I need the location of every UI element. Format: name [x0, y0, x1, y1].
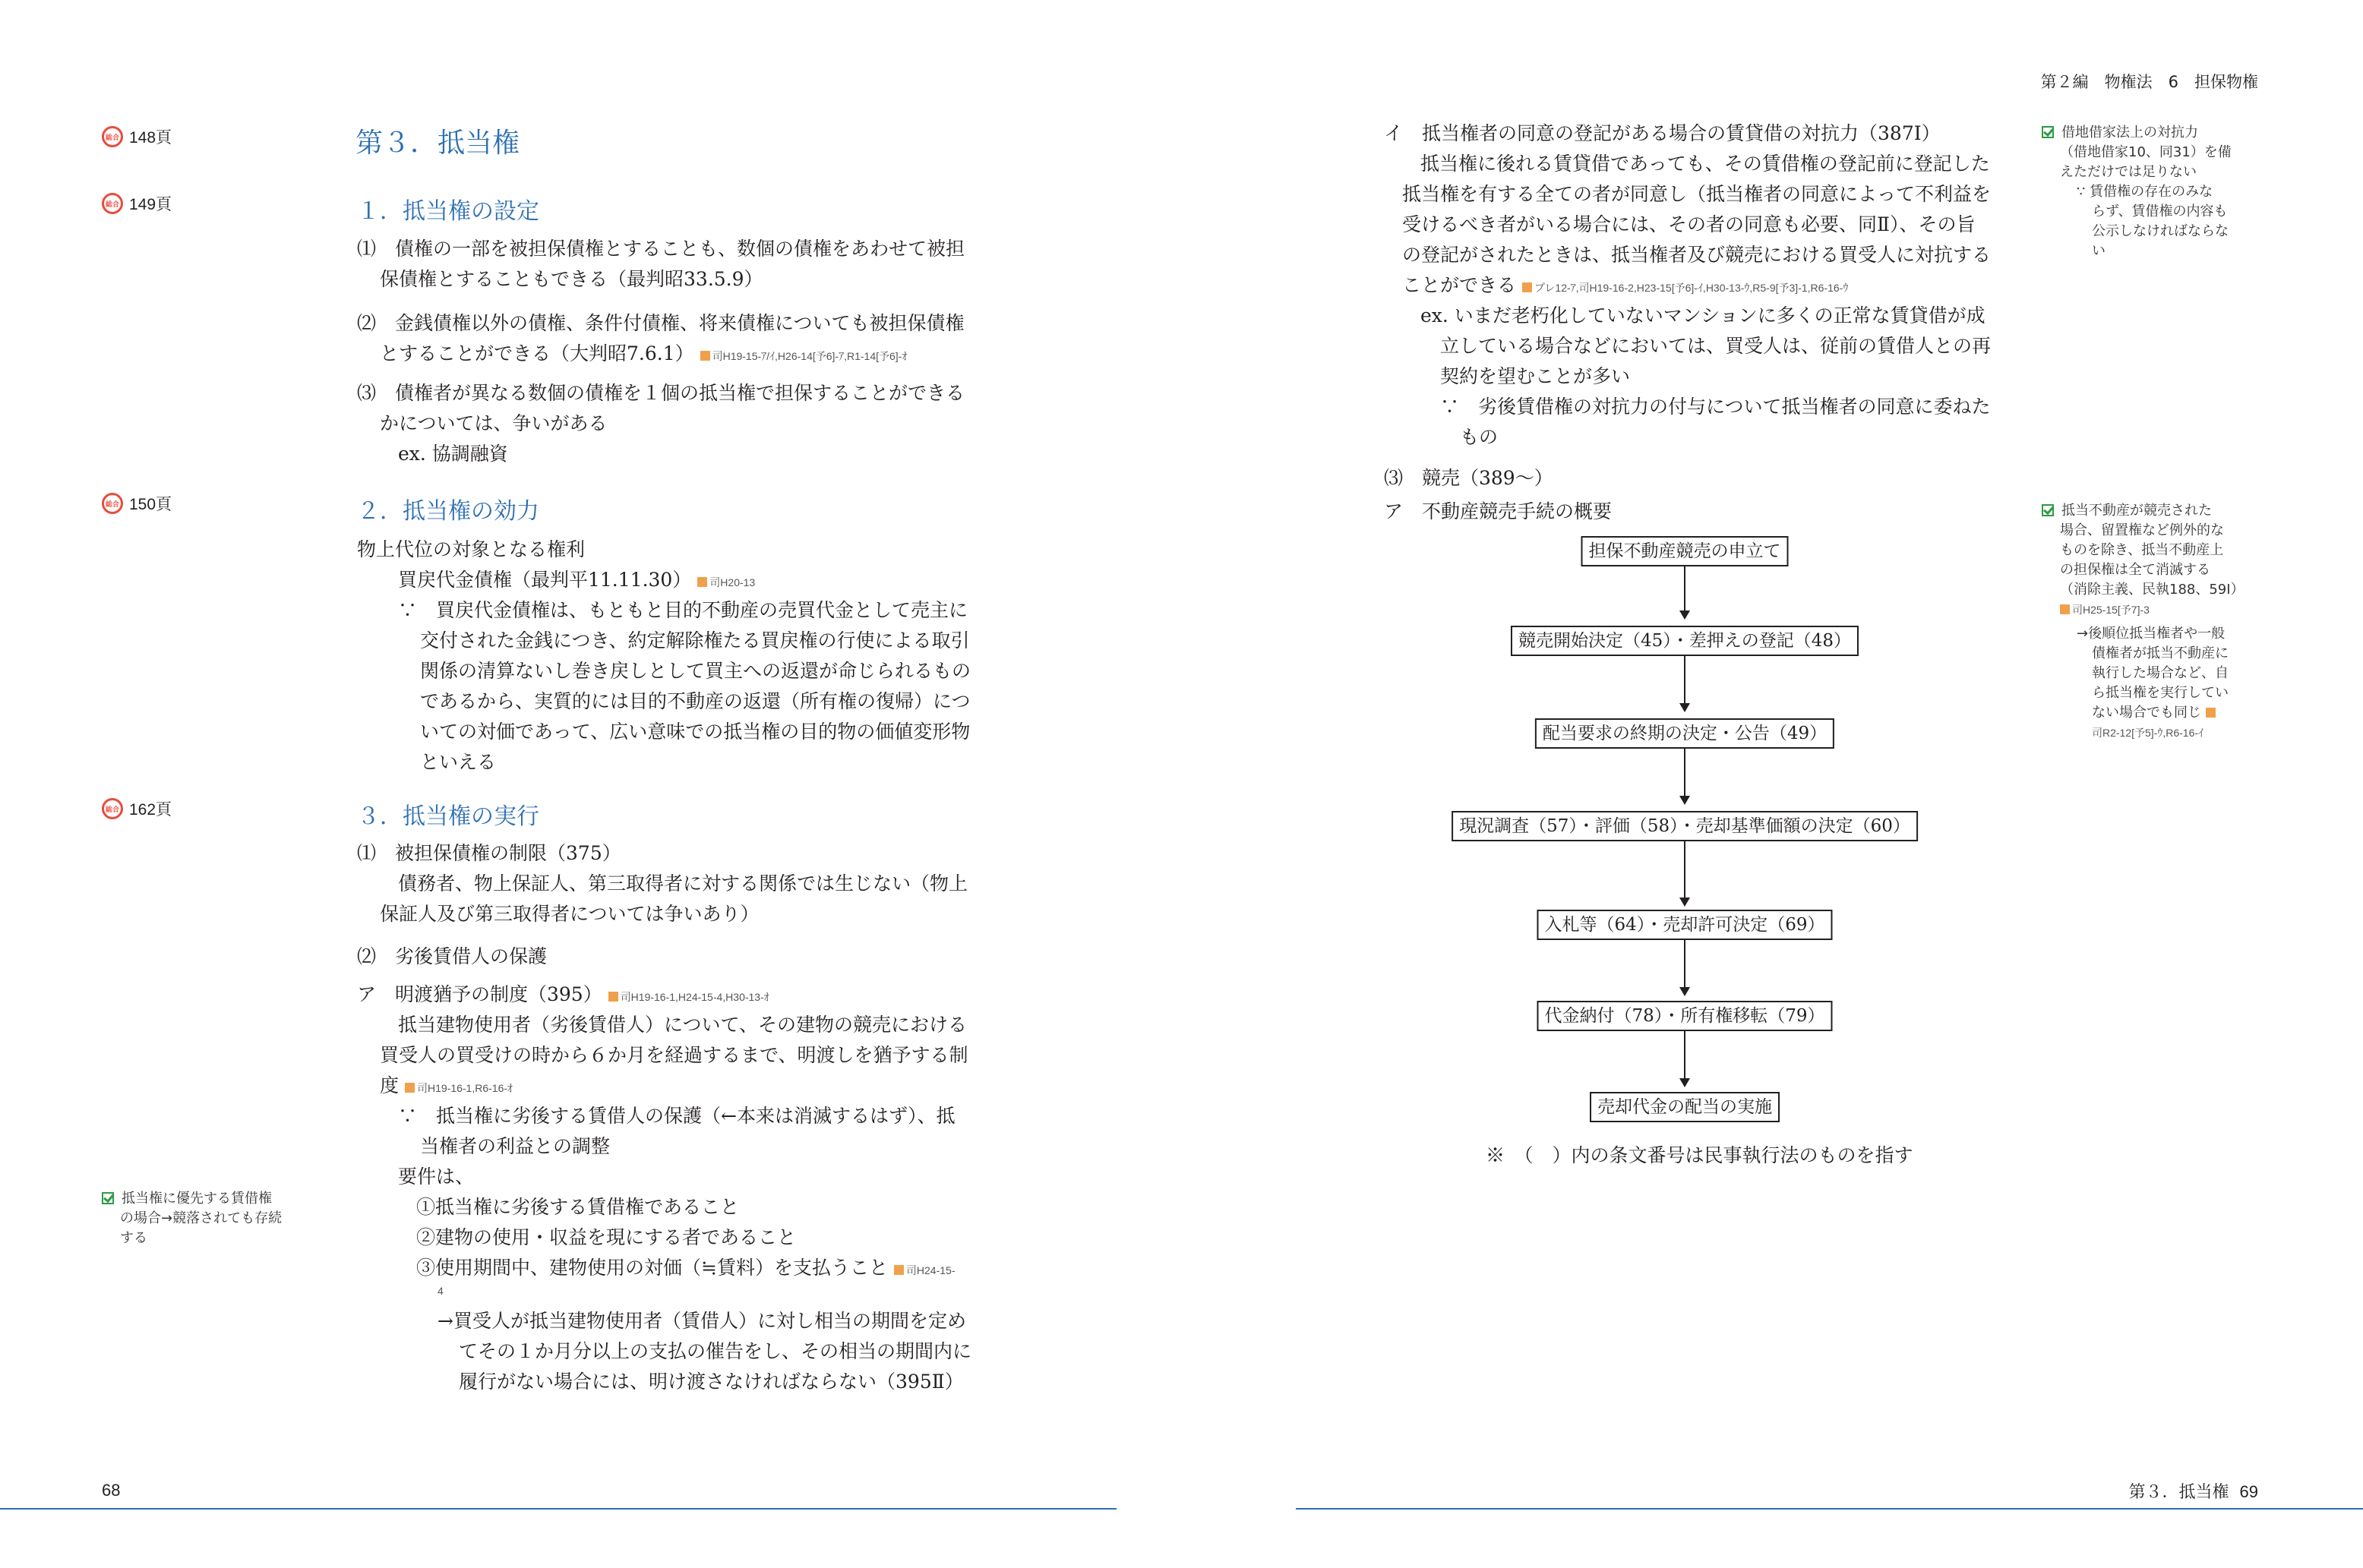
text-line: 立している場合などにおいては、買受人は、従前の賃借人との再 [1440, 335, 1992, 357]
reference-icon [697, 577, 707, 587]
note-line: い [2092, 243, 2106, 259]
text-line: ①抵当権に劣後する賃借権であること [416, 1196, 740, 1218]
text-line: ⑴ 被担保債権の制限（375） [357, 842, 621, 864]
section-heading-2: ２．抵当権の効力 [357, 498, 539, 525]
flow-step-4: 現況調査（57）・評価（58）・売却基準価額の決定（60） [1452, 811, 1918, 841]
right-footer-label [2129, 1479, 2259, 1503]
text-line: ex. いまだ老朽化していないマンションに多くの正常な賃貸借が成 [1420, 304, 1985, 327]
note-line [2077, 703, 2229, 723]
text-line: ∵ 抵当権に劣後する賃借人の保護（←本来は消滅するはず）、抵 [398, 1105, 956, 1127]
sogo-icon: 総合 [102, 493, 123, 514]
flow-arrow [1684, 1031, 1685, 1086]
note-line: ら抵当権を実行してい [2092, 685, 2229, 701]
text-line: ∵ 買戻代金債権は、もともと目的不動産の売買代金として売主に [398, 599, 968, 621]
text-line: 債務者、物上保証人、第三取得者に対する関係では生じない（物上 [398, 872, 968, 894]
text-line [398, 565, 755, 598]
text-span: ア 明渡猶予の制度（395） [357, 983, 602, 1005]
note-line [2042, 123, 2232, 143]
text-line [380, 339, 907, 371]
flow-step-3: 配当要求の終期の決定・公告（49） [1535, 718, 1834, 749]
flow-arrow [1684, 841, 1685, 905]
text-line: の登記がされたときは、抵当権者及び競売における買受人に対抗する [1402, 244, 1992, 266]
sogo-ref-1 [102, 125, 172, 148]
text-span: とすることができる（大判昭7.6.1） [380, 342, 694, 364]
exam-reference: 司H19-16-1,R6-16-ｵ [416, 1082, 513, 1094]
sogo-icon: 総合 [102, 126, 123, 147]
note-line [2077, 723, 2229, 743]
exam-reference: 司H25-15[予7]-3 [2072, 604, 2150, 616]
text-line [1402, 270, 1848, 303]
left-footer-rule [0, 1508, 1117, 1510]
text-line: ⑵ 金銭債権以外の債権、条件付債権、将来債権についても被担保債権 [357, 312, 965, 334]
flow-arrow [1684, 656, 1685, 711]
sogo-ref-page: 150頁 [129, 496, 172, 513]
text-span: ことができる [1402, 274, 1517, 296]
text-line: イ 抵当権者の同意の登記がある場合の賃貸借の対抗力（387Ⅰ） [1384, 122, 1941, 144]
note-line: 執行した場合など、自 [2092, 665, 2229, 681]
text-line: 保証人及び第三取得者については争いあり） [380, 903, 760, 925]
text-line: といえる [420, 751, 497, 773]
chapter-title: 第３．抵当権 [355, 128, 520, 159]
section-heading-3: ３．抵当権の実行 [357, 803, 539, 830]
left-page-number: 68 [102, 1481, 121, 1500]
exam-reference: 司H19-15-ｱ/ｲ,H26-14[予6]-ｱ,R1-14[予6]-ｵ [712, 350, 908, 362]
text-span: 買戻代金債権（最判平11.11.30） [398, 569, 692, 591]
section-heading-1: １．抵当権の設定 [357, 198, 539, 225]
note-line: 公示しなければならな [2092, 223, 2229, 239]
text-line: 関係の清算ないし巻き戻しとして買主への返還が命じられるもの [420, 660, 971, 682]
text-line: ∵ 劣後賃借権の対抗力の付与について抵当権者の同意に委ねた [1440, 396, 1991, 418]
checkbox-icon [2042, 126, 2054, 138]
text-line: であるから、実質的には目的不動産の返還（所有権の復帰）につ [420, 690, 971, 712]
note-line: 場合、留置権など例外的な [2060, 522, 2224, 538]
sogo-ref-2 [102, 192, 172, 215]
exam-reference: プレ12-ｱ,司H19-16-2,H23-15[予6]-ｲ,H30-13-ｳ,R5-9[予3]-1,R6-16-ｳ [1534, 282, 1849, 294]
note-line: らず、賃借権の内容も [2092, 203, 2228, 219]
text-line: 抵当権に後れる賃貸借であっても、その賃借権の登記前に登記した [1420, 153, 1990, 175]
reference-icon [2206, 708, 2216, 718]
note-text: 借地借家法上の対抗力 [2061, 125, 2198, 140]
text-line: 要件は、 [398, 1166, 475, 1188]
text-line: 受けるべき者がいる場合には、その者の同意も必要、同Ⅱ）、その旨 [1402, 213, 1976, 235]
sogo-ref-page: 148頁 [129, 129, 172, 147]
note-line: する [120, 1230, 147, 1246]
sogo-icon: 総合 [102, 193, 123, 214]
side-note-right-3 [2077, 624, 2229, 743]
note-line: ものを除き、抵当不動産上 [2060, 542, 2224, 558]
running-header: 第２編 物権法 6 担保物権 [2040, 73, 2258, 91]
text-line: もの [1460, 426, 1499, 448]
text-line: ⑴ 債権の一部を被担保債権とすることも、数個の債権をあわせて被担 [357, 238, 965, 260]
text-line: →買受人が抵当建物使用者（賃借人）に対し相当の期間を定め [438, 1310, 966, 1332]
flow-arrow [1684, 749, 1685, 803]
right-footer-rule [1296, 1508, 2363, 1510]
right-page-number: 69 [2239, 1482, 2258, 1501]
note-line: （消除主義、民執188、59Ⅰ） [2060, 582, 2245, 598]
sogo-icon: 総合 [102, 798, 123, 819]
flow-step-2: 競売開始決定（45）・差押えの登記（48） [1511, 626, 1859, 656]
text-line: いての対価であって、広い意味での抵当権の目的物の価値変形物 [420, 721, 971, 743]
text-line: ex. 協調融資 [398, 443, 508, 465]
text-line [357, 980, 769, 1012]
reference-icon [608, 992, 618, 1002]
reference-icon [700, 351, 710, 361]
right-footer-title: 第３．抵当権 [2128, 1483, 2229, 1502]
side-note-right-2 [2042, 501, 2245, 620]
text-line: 履行がない場合には、明け渡さなければならない（395Ⅱ） [459, 1371, 964, 1393]
note-line: えただけでは足りない [2060, 164, 2197, 180]
text-line: 交付された金銭につき、約定解除権たる買戻権の行使による取引 [420, 629, 970, 651]
text-line [416, 1253, 956, 1286]
text-line: ②建物の使用・収益を現にする者であること [416, 1226, 797, 1248]
text-line: てその１か月分以上の支払の催告をし、その相当の期間内に [459, 1340, 972, 1362]
flow-step-7: 売却代金の配当の実施 [1590, 1092, 1780, 1122]
note-line [2042, 501, 2245, 521]
text-line: 当権者の利益との調整 [420, 1135, 611, 1157]
exam-reference-cont: 4 [438, 1285, 444, 1297]
text-span: ③使用期間中、建物使用の対価（≒賃料）を支払うこと [416, 1257, 888, 1279]
note-text: 抵当不動産が競売された [2061, 503, 2212, 519]
text-line: 保債権とすることもできる（最判昭33.5.9） [380, 268, 763, 290]
text-line: 買受人の買受けの時から６か月を経過するまで、明渡しを猶予する制 [380, 1044, 968, 1066]
reference-icon [894, 1265, 904, 1275]
side-note-left [102, 1189, 282, 1248]
note-text: ない場合でも同じ [2092, 705, 2201, 721]
sogo-ref-3 [102, 492, 172, 515]
text-line: 契約を望むことが多い [1440, 365, 1631, 387]
reference-icon [2060, 604, 2070, 614]
note-line: の担保権は全て消滅する [2060, 562, 2210, 578]
sogo-ref-page: 162頁 [129, 801, 172, 819]
flow-step-1: 担保不動産競売の申立て [1581, 536, 1789, 566]
text-line: ⑶ 競売（389～） [1384, 467, 1553, 489]
text-line: 抵当建物使用者（劣後賃借人）について、その建物の競売における [398, 1014, 968, 1036]
text-line: 抵当権を有する全ての者が同意し（抵当権者の同意によって不利益を [1402, 183, 1992, 205]
text-line: かについては、争いがある [380, 412, 608, 434]
sogo-ref-4 [102, 797, 172, 820]
flowchart-note: ※ （ ）内の条文番号は民事執行法のものを指す [1486, 1144, 1913, 1166]
flow-step-6: 代金納付（78）・所有権移転（79） [1537, 1001, 1832, 1031]
note-line: ∵ 賃借権の存在のみな [2077, 184, 2213, 200]
reference-icon [1522, 282, 1532, 292]
note-line: →後順位抵当権者や一般 [2077, 626, 2226, 642]
note-text: 抵当権に優先する賃借権 [122, 1191, 272, 1207]
flow-step-5: 入札等（64）・売却許可決定（69） [1537, 910, 1832, 940]
side-note-right-1 [2042, 123, 2232, 261]
text-line: ア 不動産競売手続の概要 [1384, 500, 1613, 522]
reference-icon [405, 1083, 415, 1093]
text-line [380, 1071, 513, 1103]
checkbox-icon [102, 1192, 114, 1204]
note-line: の場合→競落されても存続 [120, 1210, 283, 1226]
note-line [102, 1189, 282, 1209]
exam-reference: 司R2-12[予5]-ｳ,R6-16-ｲ [2092, 727, 2204, 739]
text-line: ⑶ 債権者が異なる数個の債権を１個の抵当権で担保することができる [357, 382, 965, 404]
checkbox-icon [2042, 504, 2054, 516]
exam-reference: 司H20-13 [709, 576, 756, 588]
text-span: 度 [380, 1074, 400, 1096]
exam-reference: 司H24-15- [905, 1264, 956, 1276]
sogo-ref-page: 149頁 [129, 196, 172, 213]
text-line: ⑵ 劣後賃借人の保護 [357, 945, 548, 967]
text-line: 物上代位の対象となる権利 [357, 538, 586, 560]
exam-reference: 司H19-16-1,H24-15-4,H30-13-ｵ [620, 991, 769, 1003]
flow-arrow [1684, 566, 1685, 618]
note-line: 債権者が抵当不動産に [2092, 645, 2229, 661]
flow-arrow [1684, 940, 1685, 995]
note-line [2042, 600, 2245, 620]
note-line: （借地借家10、同31）を備 [2060, 144, 2232, 160]
